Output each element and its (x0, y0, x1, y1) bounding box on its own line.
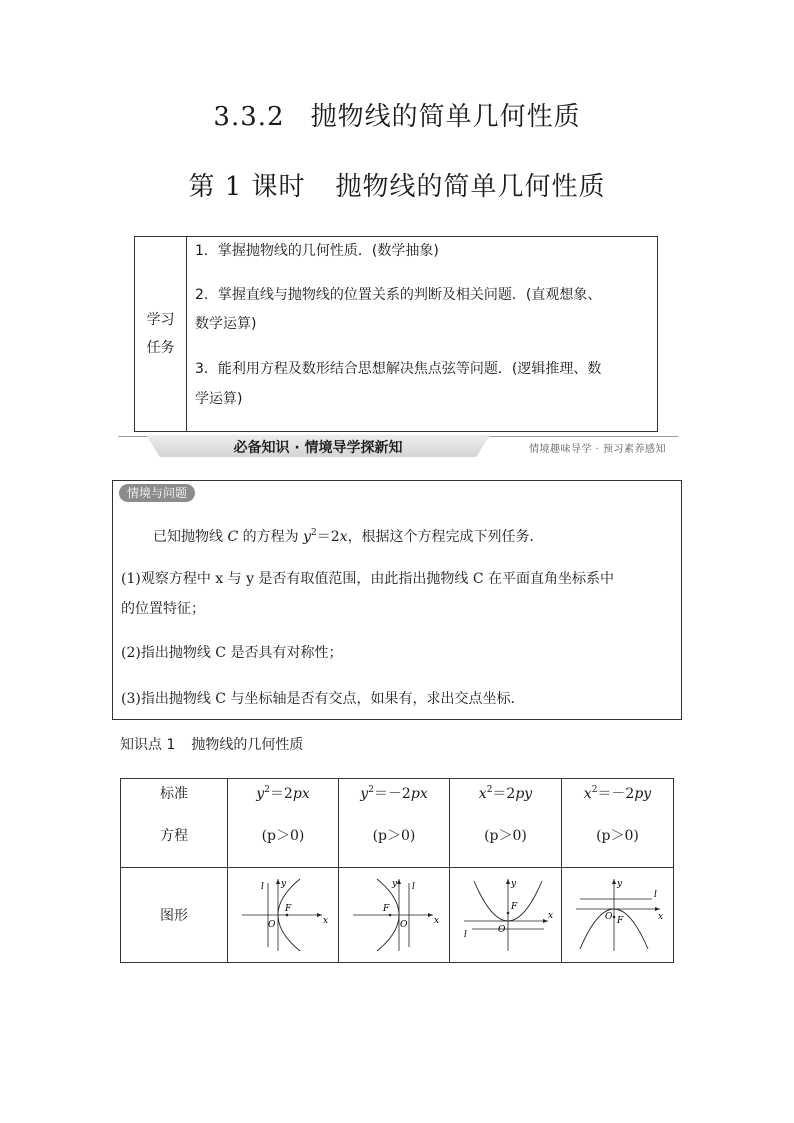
svg-text:l: l (463, 930, 467, 940)
svg-text:l: l (653, 890, 657, 900)
section-number: 3.3.2 (213, 102, 285, 132)
section-banner (118, 434, 678, 458)
svg-text:F: F (510, 902, 517, 912)
lesson-title (0, 166, 794, 203)
svg-text:y: y (281, 879, 287, 889)
svg-text:y: y (392, 879, 398, 889)
svg-text:F: F (383, 904, 390, 914)
svg-text:l: l (261, 882, 264, 892)
svg-text:O: O (497, 925, 505, 935)
scenario-tag: 情境与问题 (119, 484, 195, 502)
graph-cell-3 (450, 868, 562, 963)
graph-cell-1 (228, 868, 339, 963)
knowledge-point-title: 抛物线的几何性质 (191, 737, 304, 753)
scenario-question-3: (3)指出抛物线 C 与坐标轴是否有交点，如果有，求出交点坐标． (121, 691, 525, 707)
learning-tasks-box (134, 236, 658, 432)
equation-cell-1: $y^2=2px$ (p＞0) (228, 779, 339, 868)
task-item-2-line-1: 2．掌握直线与抛物线的位置关系的判断及相关问题．(直观想象、 (195, 287, 602, 303)
parabola-left-graph (349, 875, 439, 955)
svg-text:O: O (268, 920, 276, 930)
scenario-question-2: (2)指出抛物线 C 是否具有对称性； (121, 645, 343, 661)
scenario-question-1-line-1: (1)观察方程中 x 与 y 是否有取值范围，由此指出抛物线 C 在平面直角坐标系中 (121, 571, 615, 587)
svg-text:F: F (285, 904, 292, 914)
task-item-3-line-1: 3．能利用方程及数形结合思想解决焦点弦等问题．(逻辑推理、数 (195, 361, 602, 377)
knowledge-point-heading (120, 734, 303, 754)
label-line-2: 任务 (146, 340, 175, 356)
svg-text:y: y (510, 879, 516, 889)
parabola-right-graph (238, 875, 328, 955)
lesson-title-text: 抛物线的简单几何性质 (335, 172, 606, 202)
graph-cell-2 (339, 868, 450, 963)
scenario-intro: 已知抛物线 C 的方程为 $y^2=2x$，根据这个方程完成下列任务． (153, 528, 544, 545)
equation-cell-3: $x^2=2py$ (p＞0) (450, 779, 562, 868)
svg-text:y: y (616, 879, 622, 889)
graph-cell-4 (562, 868, 674, 963)
lesson-number: 第 1 课时 (188, 172, 306, 202)
scenario-question-1-line-2: 的位置特征； (121, 601, 205, 617)
row-head-graph: 图形 (121, 868, 228, 963)
table-row (121, 779, 674, 868)
svg-text:l: l (412, 882, 415, 892)
parabola-down-graph (570, 875, 666, 955)
svg-text:O: O (604, 912, 612, 922)
task-item-1: 1．掌握抛物线的几何性质．(数学抽象) (195, 243, 439, 259)
knowledge-point-number: 知识点 1 (120, 737, 176, 753)
svg-text:x: x (657, 912, 663, 922)
equation-cell-4: $x^2=-2py$ (p＞0) (562, 779, 674, 868)
banner-title: 必备知识 · 情境导学探新知 (233, 440, 403, 456)
scenario-box (112, 480, 682, 720)
learning-tasks-label (135, 237, 187, 431)
label-line-1: 学习 (146, 312, 175, 328)
task-item-2-line-2: 数学运算) (195, 316, 257, 332)
parabola-properties-table (120, 778, 674, 963)
table-row (121, 868, 674, 963)
parabola-up-graph (458, 875, 554, 955)
banner-subtitle: 情境趣味导学 · 预习素养感知 (528, 444, 666, 455)
section-title (0, 96, 794, 133)
svg-text:x: x (434, 916, 439, 926)
svg-text:x: x (323, 916, 328, 926)
svg-text:x: x (547, 911, 553, 921)
task-item-3-line-2: 学运算) (195, 391, 243, 407)
row-head-equation: 标准 方程 (121, 779, 228, 868)
equation-cell-2: $y^2=-2px$ (p＞0) (339, 779, 450, 868)
svg-text:O: O (400, 920, 408, 930)
svg-text:F: F (616, 916, 623, 926)
section-title-text: 抛物线的简单几何性质 (310, 102, 581, 132)
